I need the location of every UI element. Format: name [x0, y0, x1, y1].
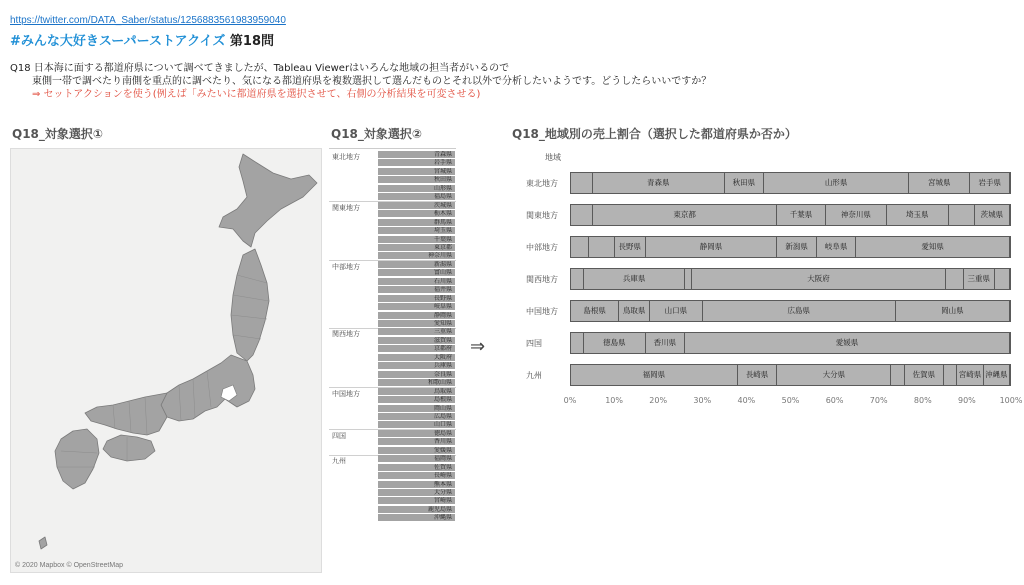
arrow-icon: ⇒: [470, 336, 486, 357]
prefecture-item[interactable]: 奈良県: [378, 371, 455, 379]
stacked-bar[interactable]: [570, 172, 1011, 194]
prefecture-item[interactable]: 埼玉県: [378, 227, 455, 235]
prefecture-item[interactable]: 大阪府: [378, 354, 455, 362]
answer-line: ⇒ セットアクションを使う(例えば「みたいに都道府県を選択させて、右側の分析結果を可変させる): [32, 89, 481, 100]
prefecture-item[interactable]: 大分県: [378, 489, 455, 497]
prefecture-item[interactable]: 青森県: [378, 151, 455, 159]
bar-segment[interactable]: [944, 365, 957, 385]
title-number: 第18問: [229, 34, 275, 49]
bar-segment[interactable]: 岡山県: [896, 301, 1010, 321]
prefecture-map-svg[interactable]: [11, 149, 322, 573]
bar-segment[interactable]: 岩手県: [970, 173, 1010, 193]
bar-segment[interactable]: 兵庫県: [584, 269, 685, 289]
bar-segment[interactable]: 青森県: [593, 173, 725, 193]
prefecture-item[interactable]: 山形県: [378, 185, 455, 193]
prefecture-item[interactable]: 岡山県: [378, 405, 455, 413]
bar-segment[interactable]: 静岡県: [646, 237, 778, 257]
prefecture-item[interactable]: 石川県: [378, 278, 455, 286]
prefecture-item[interactable]: 宮城県: [378, 168, 455, 176]
bar-segment[interactable]: 鳥取県: [619, 301, 650, 321]
bar-segment[interactable]: [571, 173, 593, 193]
prefecture-item[interactable]: 千葉県: [378, 236, 455, 244]
bar-segment[interactable]: 埼玉県: [887, 205, 948, 225]
prefecture-item[interactable]: 熊本県: [378, 481, 455, 489]
bar-segment[interactable]: [995, 269, 1010, 289]
prefecture-item[interactable]: 東京都: [378, 244, 455, 252]
prefecture-item[interactable]: 広島県: [378, 413, 455, 421]
bar-segment[interactable]: 香川県: [646, 333, 686, 353]
prefecture-item[interactable]: 岐阜県: [378, 303, 455, 311]
prefecture-item[interactable]: 茨城県: [378, 202, 455, 210]
bar-segment[interactable]: [589, 237, 615, 257]
map-region-honshu-central: [161, 355, 255, 421]
prefecture-item[interactable]: 愛媛県: [378, 447, 455, 455]
page-title: [10, 30, 274, 49]
japan-map[interactable]: [10, 148, 322, 573]
chart-sheet-title: Q18_地域別の売上割合（選択した都道府県か否か）: [512, 127, 797, 141]
prefecture-item[interactable]: 滋賀県: [378, 337, 455, 345]
bar-segment[interactable]: 岐阜県: [817, 237, 857, 257]
bar-segment[interactable]: 愛知県: [856, 237, 1010, 257]
bar-segment[interactable]: 新潟県: [777, 237, 817, 257]
region-sales-chart: [512, 148, 1023, 408]
prefecture-item[interactable]: 福岡県: [378, 455, 455, 463]
bar-segment[interactable]: 徳島県: [584, 333, 645, 353]
bar-segment[interactable]: [891, 365, 904, 385]
bar-segment[interactable]: [571, 205, 593, 225]
bar-segment[interactable]: 宮城県: [909, 173, 970, 193]
prefecture-item[interactable]: 佐賀県: [378, 464, 455, 472]
chart-row-label: 関西地方: [526, 275, 558, 284]
prefecture-item[interactable]: 山口県: [378, 421, 455, 429]
dimension-header: 地域: [545, 153, 561, 162]
prefecture-item[interactable]: 富山県: [378, 269, 455, 277]
prefecture-item[interactable]: 神奈川県: [378, 252, 455, 260]
prefecture-item[interactable]: 福島県: [378, 193, 455, 201]
prefecture-item[interactable]: 兵庫県: [378, 362, 455, 370]
prefecture-item[interactable]: 和歌山県: [378, 379, 455, 387]
map-region-kyushu: [55, 429, 99, 489]
bar-segment[interactable]: 東京都: [593, 205, 777, 225]
x-axis-tick: 80%: [913, 396, 932, 405]
prefecture-item[interactable]: 群馬県: [378, 219, 455, 227]
stacked-bar[interactable]: [570, 364, 1011, 386]
bar-segment[interactable]: 山口県: [650, 301, 703, 321]
title-hashtag: #みんな大好きスーパーストアクイズ: [10, 34, 226, 49]
map-region-okinawa: [39, 537, 47, 549]
map-sheet-title: Q18_対象選択①: [12, 127, 104, 141]
bar-segment[interactable]: 宮崎県: [957, 365, 983, 385]
prefecture-item[interactable]: 愛知県: [378, 320, 455, 328]
bar-segment[interactable]: 長崎県: [738, 365, 778, 385]
bar-segment[interactable]: [571, 269, 584, 289]
prefecture-item[interactable]: 島根県: [378, 396, 455, 404]
prefecture-item[interactable]: 沖縄県: [378, 514, 455, 522]
x-axis-tick: 70%: [869, 396, 888, 405]
prefecture-item[interactable]: 長崎県: [378, 472, 455, 480]
bar-segment[interactable]: 大分県: [777, 365, 891, 385]
selector-region-label: 関東地方: [332, 203, 360, 212]
bar-segment[interactable]: 広島県: [703, 301, 896, 321]
bar-segment[interactable]: 秋田県: [725, 173, 765, 193]
chart-row-label: 中国地方: [526, 307, 558, 316]
selector-region-label: 中部地方: [332, 262, 360, 271]
prefecture-item[interactable]: 秋田県: [378, 176, 455, 184]
map-region-tohoku: [231, 249, 269, 361]
prefecture-item[interactable]: 新潟県: [378, 261, 455, 269]
x-axis-tick: 30%: [693, 396, 712, 405]
stacked-bar[interactable]: [570, 204, 1011, 226]
chart-row-label: 中部地方: [526, 243, 558, 252]
bar-segment[interactable]: 福岡県: [571, 365, 738, 385]
x-axis-tick: 40%: [737, 396, 756, 405]
prefecture-item[interactable]: 宮崎県: [378, 497, 455, 505]
x-axis-tick: 100%: [999, 396, 1023, 405]
prefecture-selector[interactable]: [329, 148, 456, 575]
bar-segment[interactable]: 島根県: [571, 301, 619, 321]
selector-region-label: 東北地方: [332, 153, 360, 161]
selector-region-label: 四国: [332, 431, 346, 440]
prefecture-item[interactable]: 栃木県: [378, 210, 455, 218]
chart-row-label: 東北地方: [526, 179, 558, 188]
prefecture-item[interactable]: 香川県: [378, 438, 455, 446]
x-axis-tick: 0%: [563, 396, 577, 405]
bar-segment[interactable]: 佐賀県: [905, 365, 945, 385]
source-link[interactable]: https://twitter.com/DATA_Saber/status/1256883561983959040: [10, 15, 286, 26]
bar-segment[interactable]: 神奈川県: [826, 205, 887, 225]
prefecture-item[interactable]: 鹿児島県: [378, 506, 455, 514]
bar-segment[interactable]: 長野県: [615, 237, 646, 257]
prefecture-item[interactable]: 静岡県: [378, 312, 455, 320]
prefecture-item[interactable]: 福井県: [378, 286, 455, 294]
stacked-bar[interactable]: [570, 300, 1011, 322]
prefecture-item[interactable]: 長野県: [378, 295, 455, 303]
x-axis-tick: 20%: [649, 396, 668, 405]
question-line-1: Q18 日本海に面する都道府県について調べてきましたが、Tableau Viewerはいろんな地域の担当者がいるので: [10, 63, 510, 74]
x-axis-tick: 50%: [781, 396, 800, 405]
bar-segment[interactable]: 愛媛県: [685, 333, 1010, 353]
bar-segment[interactable]: [946, 269, 964, 289]
chart-row-label: 四国: [526, 339, 542, 348]
x-axis-tick: 10%: [605, 396, 623, 405]
bar-segment[interactable]: 沖縄県: [984, 365, 1010, 385]
list-sheet-title: Q18_対象選択②: [331, 127, 423, 141]
bar-segment[interactable]: 千葉県: [777, 205, 825, 225]
bar-segment[interactable]: [571, 333, 584, 353]
selector-region-label: 九州: [332, 457, 346, 466]
map-region-shikoku: [103, 435, 155, 461]
map-attribution: © 2020 Mapbox © OpenStreetMap: [15, 562, 123, 569]
chart-row-label: 関東地方: [526, 211, 558, 220]
bar-segment[interactable]: [685, 269, 692, 289]
x-axis-tick: 60%: [825, 396, 844, 405]
map-region-honshu-west: [85, 393, 167, 435]
chart-row-label: 九州: [526, 371, 542, 380]
selector-region-label: 中国地方: [332, 389, 360, 398]
prefecture-item[interactable]: 鳥取県: [378, 388, 455, 396]
x-axis-tick: 90%: [958, 396, 976, 405]
bar-segment[interactable]: 三重県: [964, 269, 995, 289]
question-line-2: 東側一帯で調べたり南側を重点的に調べたり、気になる都道府県を複数選択して選んだものとそれ以外で分析したいようです。どうしたらいいですか？: [32, 76, 712, 87]
bar-segment[interactable]: 茨城県: [975, 205, 1010, 225]
question-text: [10, 62, 1010, 101]
stacked-bar[interactable]: [570, 236, 1011, 258]
stacked-bar[interactable]: [570, 332, 1011, 354]
prefecture-item[interactable]: 徳島県: [378, 430, 455, 438]
prefecture-item[interactable]: 岩手県: [378, 159, 455, 167]
bar-segment[interactable]: [949, 205, 975, 225]
selector-region-label: 関西地方: [332, 330, 360, 339]
bar-segment[interactable]: 大阪府: [692, 269, 947, 289]
bar-segment[interactable]: 山形県: [764, 173, 909, 193]
stacked-bar[interactable]: [570, 268, 1011, 290]
prefecture-item[interactable]: 京都府: [378, 345, 455, 353]
prefecture-item[interactable]: 三重県: [378, 328, 455, 336]
map-region-hokkaido: [219, 154, 317, 247]
bar-segment[interactable]: [571, 237, 589, 257]
